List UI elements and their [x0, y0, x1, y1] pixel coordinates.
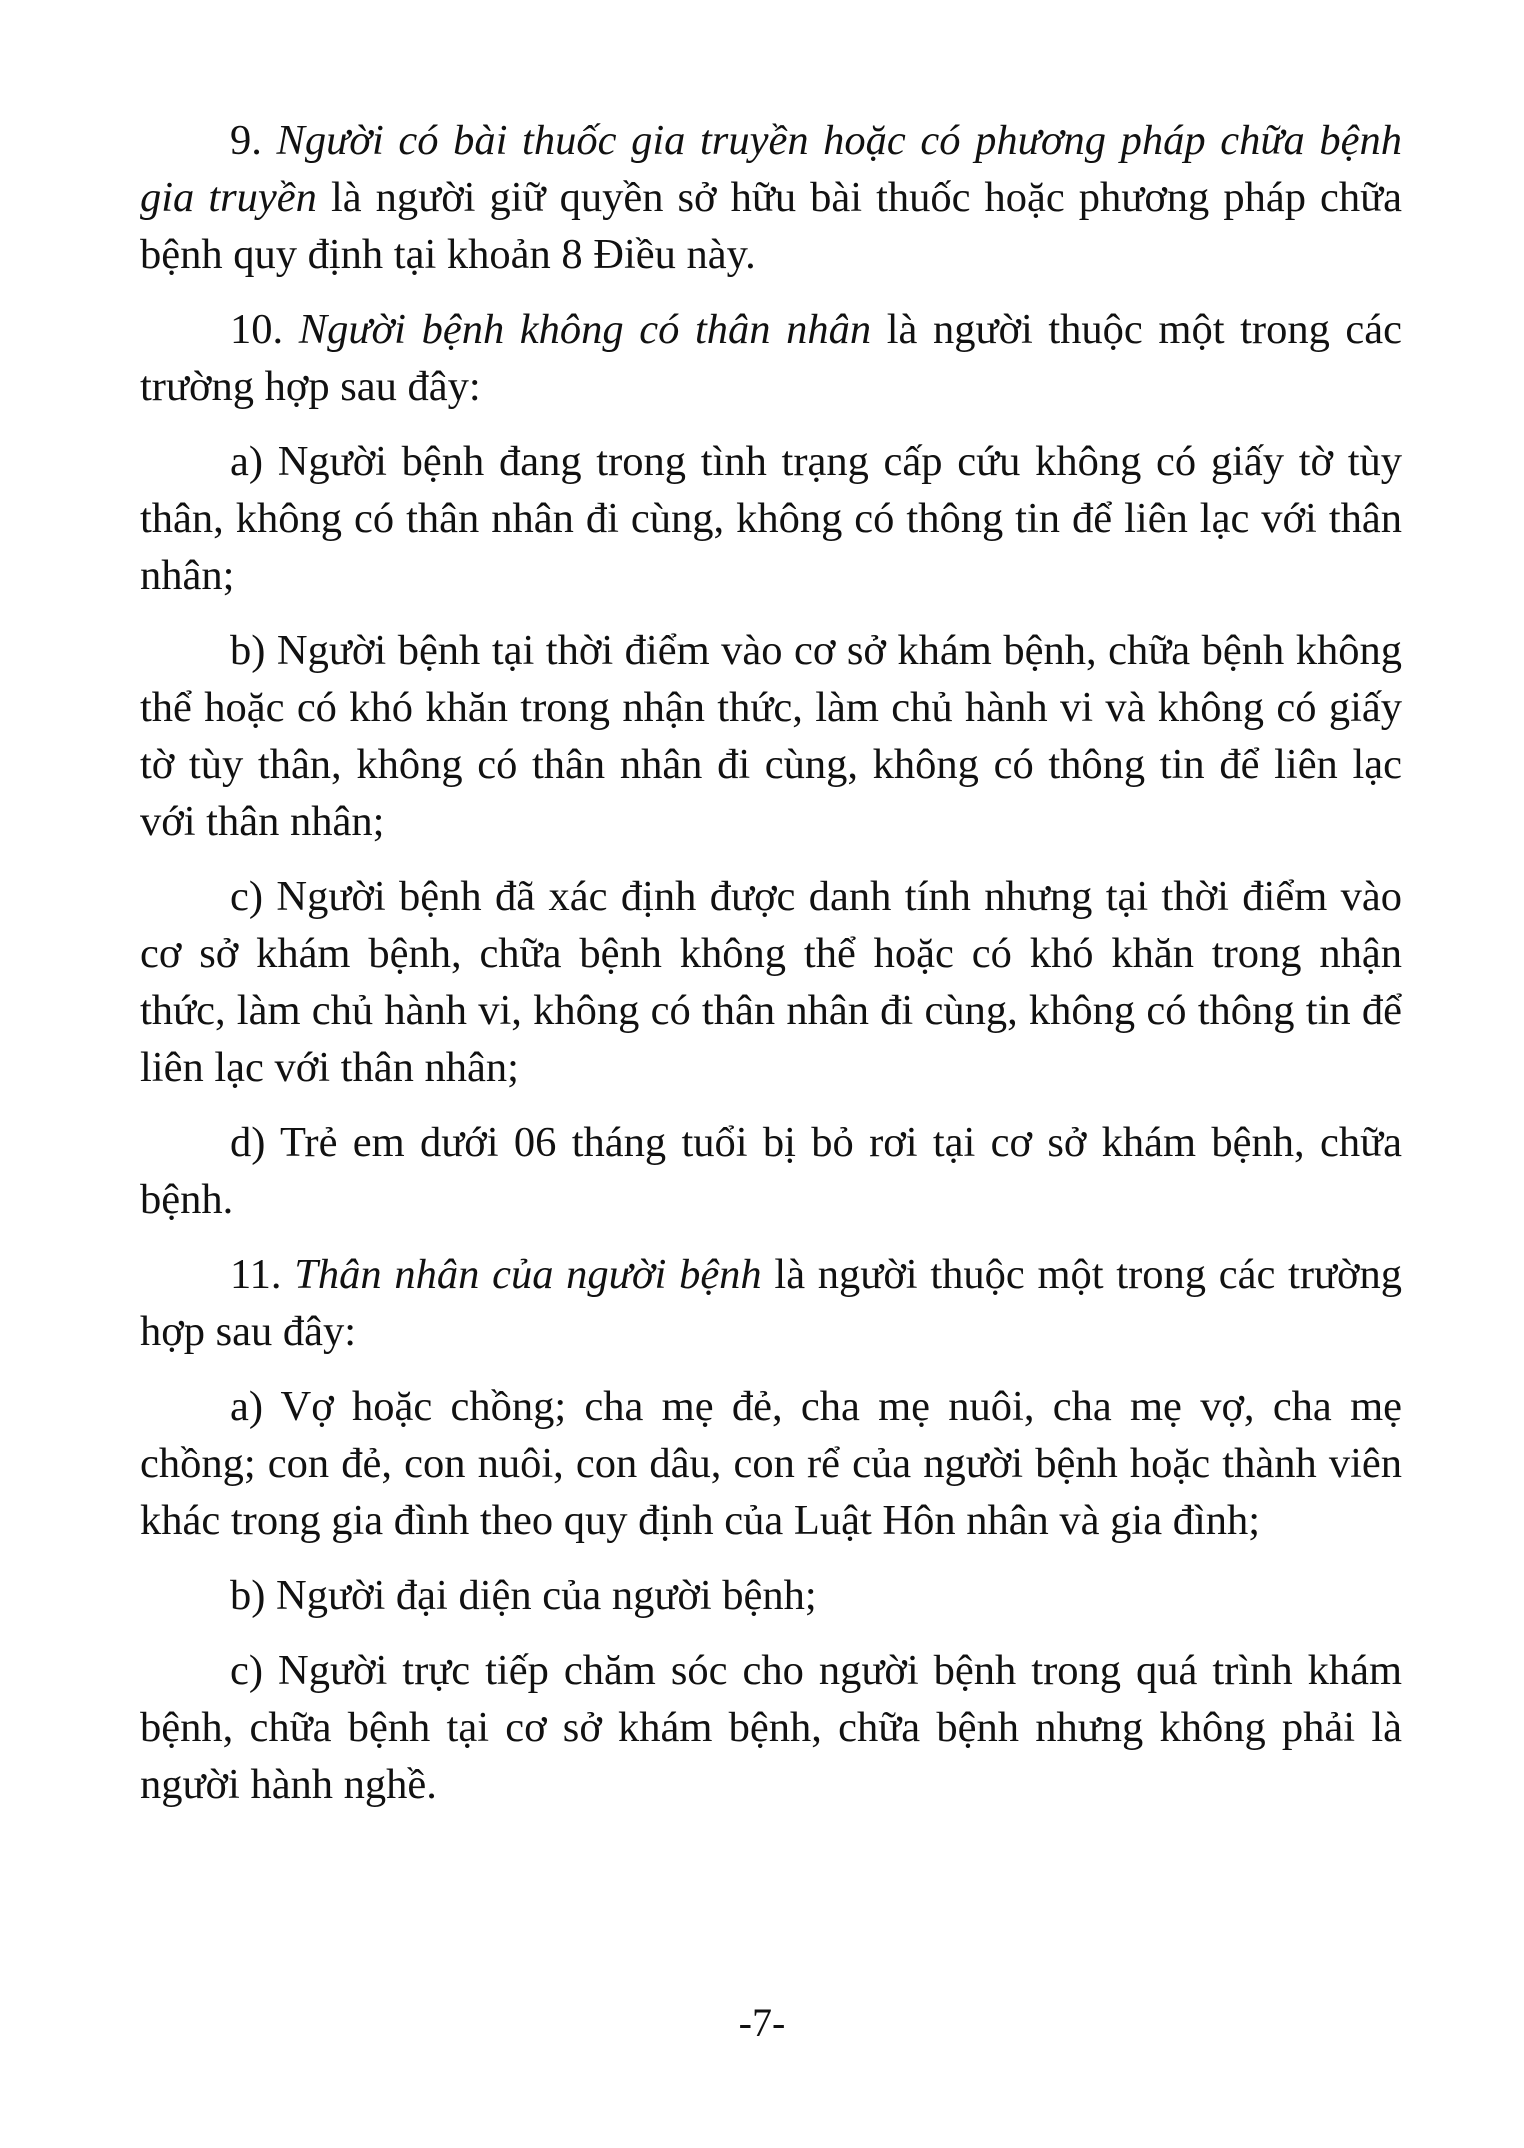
- paragraph-10-term: Người bệnh không có thân nhân: [298, 306, 872, 353]
- paragraph-10b: b) Người bệnh tại thời điểm vào cơ sở khám bệnh, chữa bệnh không thể hoặc có khó khăn trong nhận thức, làm chủ hành vi và không có giấy tờ tùy thân, không có thân nhân đi cùng, không có thông tin để liên lạc với thân nhân;: [140, 627, 1402, 845]
- paragraph-11b: b) Người đại diện của người bệnh;: [230, 1572, 817, 1619]
- paragraph-10: [140, 301, 1402, 415]
- paragraph-9-term: Người có bài thuốc gia truyền hoặc có phương pháp chữa bệnh gia truyền: [140, 117, 1402, 221]
- paragraph-10d: d) Trẻ em dưới 06 tháng tuổi bị bỏ rơi tại cơ sở khám bệnh, chữa bệnh.: [140, 1119, 1402, 1223]
- paragraph-9: [140, 112, 1402, 283]
- paragraph-10-number: 10.: [230, 306, 284, 353]
- paragraph-11-term: Thân nhân của người bệnh: [294, 1251, 762, 1298]
- paragraph-9-number: 9.: [230, 117, 262, 164]
- document-page: [140, 112, 1402, 1831]
- paragraph-9-text: là người giữ quyền sở hữu bài thuốc hoặc phương pháp chữa bệnh quy định tại khoản 8 Điều này.: [140, 174, 1402, 278]
- paragraph-11-number: 11.: [230, 1251, 282, 1298]
- paragraph-11-text: là người thuộc một trong các trường hợp sau đây:: [140, 1251, 1402, 1355]
- paragraph-11c: c) Người trực tiếp chăm sóc cho người bệnh trong quá trình khám bệnh, chữa bệnh tại cơ sở khám bệnh, chữa bệnh nhưng không phải là người hành nghề.: [140, 1647, 1402, 1808]
- paragraph-10-text: là người thuộc một trong các trường hợp sau đây:: [140, 306, 1402, 410]
- page-number: -7-: [738, 2000, 786, 2045]
- paragraph-11: [140, 1246, 1402, 1360]
- paragraph-10a: a) Người bệnh đang trong tình trạng cấp cứu không có giấy tờ tùy thân, không có thân nhân đi cùng, không có thông tin để liên lạc với thân nhân;: [140, 438, 1402, 599]
- paragraph-11a: a) Vợ hoặc chồng; cha mẹ đẻ, cha mẹ nuôi, cha mẹ vợ, cha mẹ chồng; con đẻ, con nuôi, con dâu, con rể của người bệnh hoặc thành viên khác trong gia đình theo quy định của Luật Hôn nhân và gia đình;: [140, 1383, 1402, 1544]
- paragraph-10c: c) Người bệnh đã xác định được danh tính nhưng tại thời điểm vào cơ sở khám bệnh, chữa bệnh không thể hoặc có khó khăn trong nhận thức, làm chủ hành vi, không có thân nhân đi cùng, không có thông tin để liên lạc với thân nhân;: [140, 873, 1402, 1091]
